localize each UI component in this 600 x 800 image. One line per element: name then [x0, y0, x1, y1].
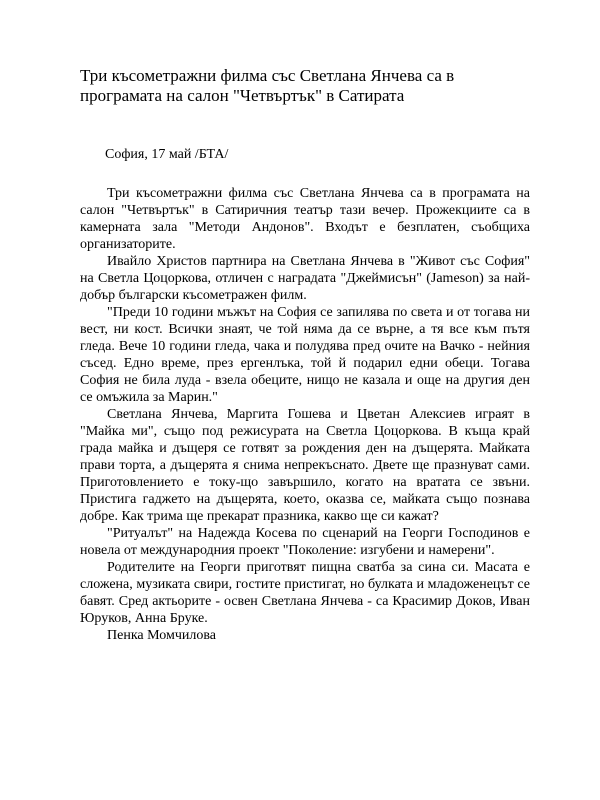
paragraph: Ивайло Христов партнира на Светлана Янчева в "Живот със София" на Светла Цоцоркова, отличен с наградата "Джеймисън" (Jameson) за най-добър български късометражен филм. — [80, 254, 530, 303]
document-page — [80, 66, 530, 644]
article-title: Три късометражни филма със Светлана Янчева са в програмата на салон "Четвъртък" в Сатирата — [80, 66, 455, 105]
paragraph: Родителите на Георги приготвят пищна сватба за сина си. Масата е сложена, музиката свири, гостите пристигат, но булката и младоженецът се бавят. Сред актьорите - освен Светлана Янчева - са Красимир Доков, Иван Юруков, Анна Бруке. — [80, 560, 530, 626]
article-body — [80, 185, 530, 644]
paragraph: Светлана Янчева, Маргита Гошева и Цветан Алексиев играят в "Майка ми", също под режисурата на Светла Цоцоркова. В къща край града майка и дъщеря се готвят за рождения ден на дъщерята. Майката прави торта, а дъщерята я снима непрекъснато. Двете ще празнуват сами. Приготовлението е току-що завършило, когато на вратата се звъни. Пристига гаджето на дъщерята, което, оказва се, майката също познава добре. Как трима ще прекарат празника, какво ще си кажат? — [80, 407, 530, 524]
paragraph: "Преди 10 години мъжът на София се запилява по света и от тогава ни вест, ни кост. Всички знаят, че той няма да се върне, а тя все към пътя гледа. Вече 10 години гледа, чака и полудява пред очите на Вачко - нейния съсед. Едно време, през ергенлъка, той й подарил едни обеци. Тогава София не била луда - взела обеците, нищо не казала и още на другия ден се омъжила за Марин." — [80, 305, 530, 405]
author-signature: Пенка Момчилова — [107, 628, 216, 643]
paragraph: Три късометражни филма със Светлана Янчева са в програмата на салон "Четвъртък" в Сатиричния театър тази вечер. Прожекциите са в камерната зала "Методи Андонов". Входът е безплатен, съобщиха организаторите. — [80, 186, 530, 252]
dateline: София, 17 май /БТА/ — [105, 147, 229, 162]
paragraph: "Ритуалът" на Надежда Косева по сценарий на Георги Господинов е новела от международния проект "Поколение: изгубени и намерени". — [80, 526, 530, 558]
